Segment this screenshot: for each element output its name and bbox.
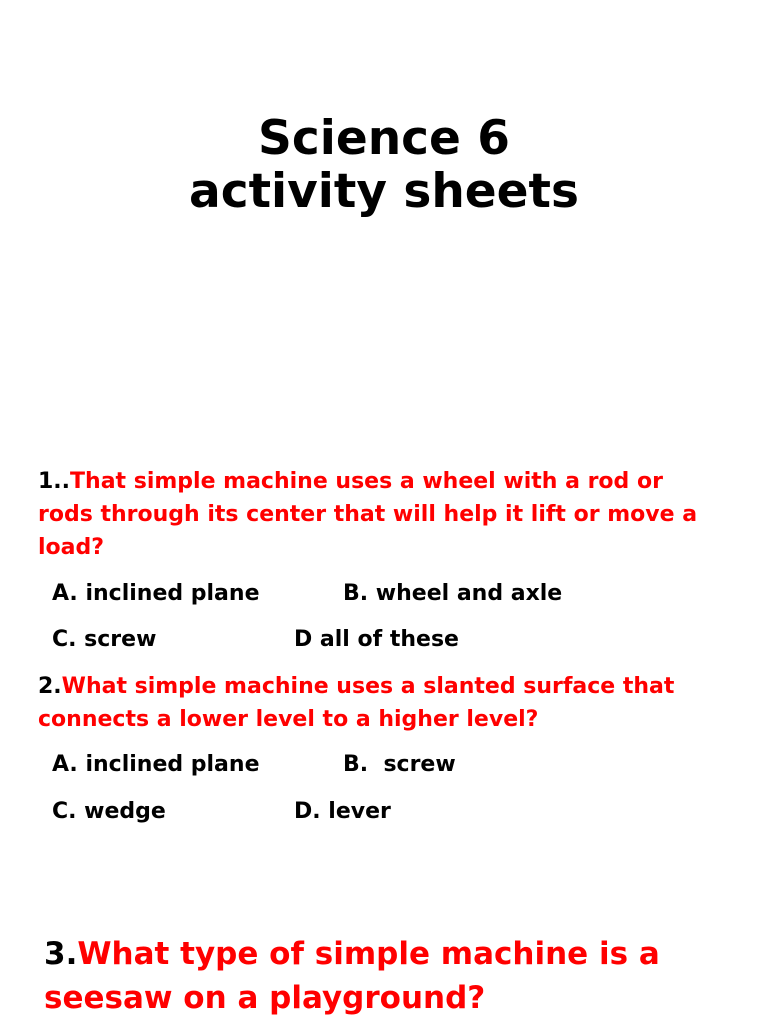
question-1-option-b: B. wheel and axle xyxy=(343,581,563,606)
question-3-text: What type of simple machine is a seesaw on a playground? xyxy=(44,936,660,1016)
question-3-number: 3. xyxy=(44,936,78,972)
title-line-1: Science 6 xyxy=(258,111,510,166)
question-2-option-a: A. inclined plane xyxy=(52,752,260,777)
question-1-text: That simple machine uses a wheel with a rod or rods through its center that will help it lift or move a load? xyxy=(38,469,698,560)
question-1-option-a: A. inclined plane xyxy=(52,581,260,606)
question-1-option-c: C. screw xyxy=(52,627,157,652)
question-1 xyxy=(38,465,718,564)
title-line-2: activity sheets xyxy=(189,164,579,219)
page-title xyxy=(0,112,768,218)
question-2-option-b: B. screw xyxy=(343,752,456,777)
question-1-option-d: D all of these xyxy=(294,627,459,652)
question-1-number: 1.. xyxy=(38,469,71,494)
question-2-number: 2. xyxy=(38,674,62,699)
question-2-text: What simple machine uses a slanted surface that connects a lower level to a higher level? xyxy=(38,674,675,732)
question-2 xyxy=(38,670,718,736)
question-3 xyxy=(44,932,744,1020)
question-2-option-c: C. wedge xyxy=(52,799,166,824)
question-2-option-d: D. lever xyxy=(294,799,391,824)
